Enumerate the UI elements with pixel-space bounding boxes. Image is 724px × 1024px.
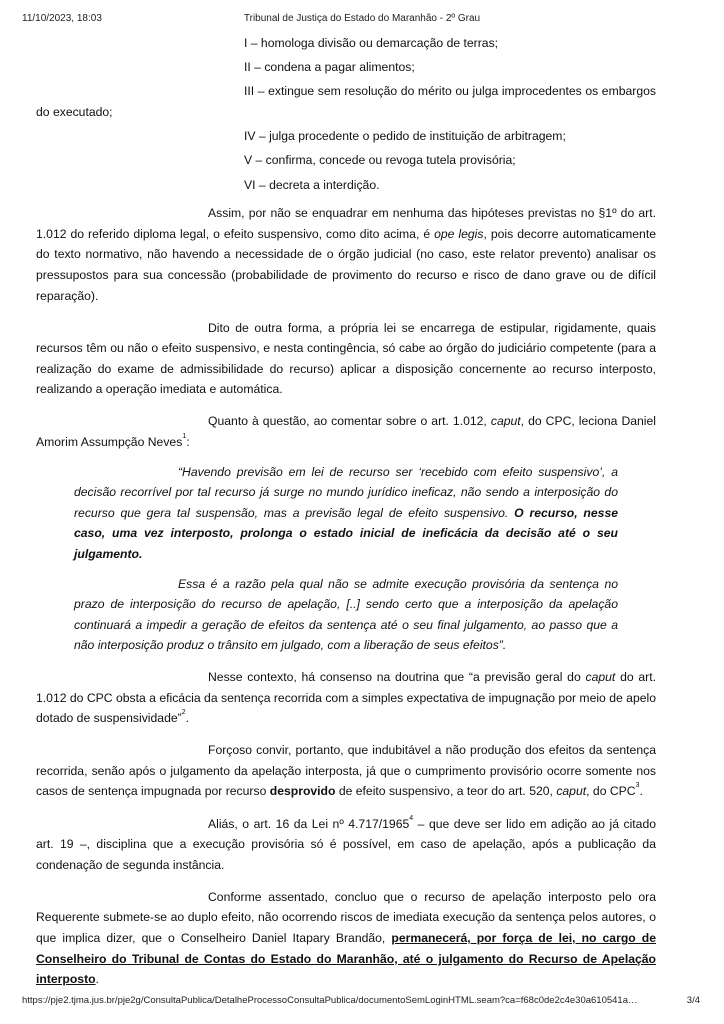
text: . <box>639 784 643 799</box>
text: do art. 1.012 do CPC obsta a eficácia da sentença recorrida com a simples expectativa de impugnação por meio de apelo dotado de suspensividade” <box>36 670 656 726</box>
text: Assim, por não se enquadrar em nenhuma das hipóteses previstas no §1º do art. 1.012 do referido diploma legal, o efeito suspensivo, como dito acima, é <box>36 206 656 241</box>
print-datetime: 11/10/2023, 18:03 <box>22 13 102 24</box>
text-bold: O recurso, nesse caso, uma vez interposto, prolonga o estado inicial de ineficácia da decisão até o seu julgamento. <box>74 505 618 562</box>
text-italic: caput <box>585 670 616 684</box>
text: Conforme assentado, concluo que o recurso de apelação interposto pelo ora Requerente submete-se ao duplo efeito, não ocorrendo riscos de imediata execução da sentença pelos autores, o que implica dizer, que o Conselheiro Daniel Itapary Brandão, <box>36 889 656 946</box>
text: Quanto à questão, ao comentar sobre o art. 1.012, <box>208 414 491 429</box>
list-item: II – condena a pagar alimentos; <box>244 60 415 75</box>
text: “Havendo previsão em lei de recurso ser ‘recebido com efeito suspensivo’, a decisão recorrível por tal recurso já surge no mundo jurídico ineficaz, não sendo a interposição do recurso que gera tal suspensão, mas a previsão legal de efeito suspensivo. <box>74 464 618 520</box>
text: , do CPC, leciona Daniel Amorim Assumpção Neves <box>36 414 656 450</box>
text-italic: caput <box>490 414 521 429</box>
paragraph-conforme-assentado <box>36 887 656 990</box>
list-item: I – homologa divisão ou demarcação de terras; <box>244 36 499 50</box>
paragraph-alias <box>36 814 656 876</box>
page-number: 3/4 <box>686 995 700 1006</box>
main-text <box>36 203 656 990</box>
paragraph-ope-legis <box>36 203 656 306</box>
text-bold: desprovido <box>269 784 336 799</box>
text-italic: caput <box>556 784 587 799</box>
text: Forçoso convir, portanto, que indubitável a não produção dos efeitos da sentença recorrida, senão após o julgamento da apelação interposta, já que o cumprimento provisório ocorre somente nos casos de sentença impugnada por recurso <box>36 743 656 799</box>
paragraph-nesse-contexto <box>36 667 656 729</box>
paragraph-dito-de-outra-forma: Dito de outra forma, a própria lei se encarrega de estipular, rigidamente, quais recursos têm ou não o efeito suspensivo, e nesta contingência, só cabe ao órgão do judiciário competente (para a realização do exame de admissibilidade do recurso) aplicar a disposição concernente ao recurso interposto, realizando a operação imediata e automática. <box>36 320 656 397</box>
list-item: IV – julga procedente o pedido de instituição de arbitragem; <box>244 129 566 144</box>
text: Aliás, o art. 16 da Lei nº 4.717/1965 <box>208 816 410 831</box>
list-item: V – confirma, concede ou revoga tutela provisória; <box>244 153 516 168</box>
quote-paragraph <box>74 462 618 565</box>
list-item: III – extingue sem resolução do mérito ou julga improcedentes os embargos do executado; <box>36 84 656 119</box>
quote-paragraph: Essa é a razão pela qual não se admite execução provisória da sentença no prazo de interposição do recurso de apelação, [..] sendo certo que a interposição da apelação continuará a impedir a geração de efeitos da sentença até o seu final julgamento, ao passo que a não interposição produz o trânsito em julgado, com a liberação de seus efeitos”. <box>74 576 618 653</box>
block-quote <box>74 462 618 656</box>
page-header-title: Tribunal de Justiça do Estado do Maranhão - 2º Grau <box>243 13 481 24</box>
text: , do CPC <box>586 784 636 799</box>
text: Nesse contexto, há consenso na doutrina que “a previsão geral do <box>208 670 586 684</box>
footnote-ref[interactable]: 3 <box>635 782 640 790</box>
text: . <box>95 972 99 987</box>
text-italic: ope legis <box>434 226 484 241</box>
text-bold-underline: permanecerá, por força de lei, no cargo de Conselheiro do Tribunal de Contas do Estado do Maranhão, até o julgamento do Recurso de Apelação interposto <box>36 931 656 987</box>
footnote-ref[interactable]: 1 <box>182 433 187 441</box>
text: de efeito suspensivo, a teor do art. 520, <box>335 784 557 799</box>
page-url: https://pje2.tjma.jus.br/pje2g/ConsultaPublica/DetalheProcessoConsultaPublica/documentoSemLoginHTML.seam?ca=f68c0de2c4e30a610541a… <box>22 995 638 1006</box>
text: , pois decorre automaticamente do texto normativo, não havendo a necessidade de o órgão judicial (no caso, este relator prevento) analisar os pressupostos para sua concessão (probabilidade de provimento do recurso e risco de dano grave ou de difícil reparação). <box>36 226 656 303</box>
paragraph-quanto-a-questao <box>36 411 656 452</box>
text: : <box>186 435 190 450</box>
text: – que deve ser lido em adição ao já citado art. 19 –, disciplina que a execução provisória só é possível, em caso de apelação, após a publicação da condenação de segunda instância. <box>36 816 657 872</box>
paragraph-forcoso-convir <box>36 740 656 802</box>
footnote-ref[interactable]: 2 <box>181 709 186 717</box>
text: . <box>185 711 189 726</box>
list-item: VI – decreta a interdição. <box>244 177 380 192</box>
footnote-ref[interactable]: 4 <box>409 814 414 822</box>
